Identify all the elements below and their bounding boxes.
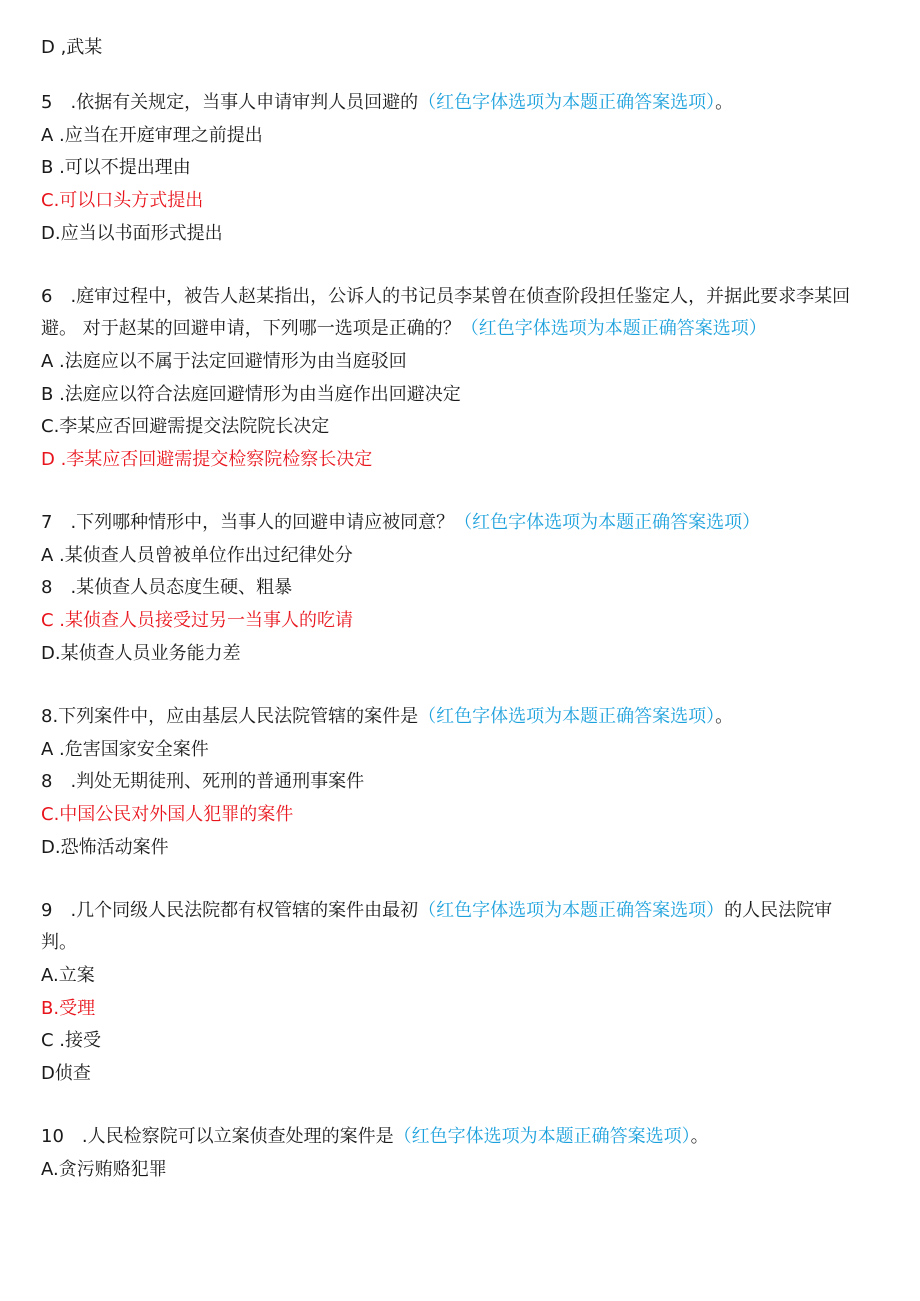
q8-option-d: D.恐怖活动案件: [41, 837, 169, 858]
q8-stem: [41, 705, 733, 729]
q6-option-a: A .法庭应以不属于法定回避情形为由当庭驳回: [41, 351, 407, 372]
q9-stem-text: 9 .几个同级人民法院都有权管辖的案件由最初: [41, 900, 419, 921]
q10-stem-tail: 。: [690, 1126, 709, 1147]
q4-option-d: D ,武某: [41, 37, 103, 58]
q9-stem-line2: 判。: [41, 932, 77, 953]
q6-hint: （红色字体选项为本题正确答案选项）: [460, 318, 767, 339]
q10-hint: （红色字体选项为本题正确答案选项）: [393, 1126, 691, 1147]
q8-option-a: A .危害国家安全案件: [41, 739, 209, 760]
q7-option-a: A .某侦查人员曾被单位作出过纪律处分: [41, 545, 353, 566]
q5-hint: （红色字体选项为本题正确答案选项）: [418, 92, 716, 113]
q5-option-a: A .应当在开庭审理之前提出: [41, 125, 263, 146]
q9-hint: （红色字体选项为本题正确答案选项）: [418, 900, 725, 921]
q8-option-b: 8 .判处无期徒刑、死刑的普通刑事案件: [41, 771, 365, 792]
q7-option-b: 8 .某侦查人员态度生硬、粗暴: [41, 577, 293, 598]
q10-option-a: A.贪污贿赂犯罪: [41, 1159, 167, 1180]
q9-option-d: D侦查: [41, 1063, 91, 1084]
q5-option-d: D.应当以书面形式提出: [41, 223, 223, 244]
q6-option-d-correct: D .李某应否回避需提交检察院检察长决定: [41, 449, 373, 470]
q5-stem-text: 5 .依据有关规定，当事人申请审判人员回避的: [41, 92, 419, 113]
q6-option-c: C.李某应否回避需提交法院院长决定: [41, 416, 330, 437]
q5-option-c-correct: C.可以口头方式提出: [41, 190, 204, 211]
q5-stem: [41, 91, 733, 115]
q9-option-c: C .接受: [41, 1030, 102, 1051]
q8-hint: （红色字体选项为本题正确答案选项）: [418, 706, 716, 727]
q9-option-b-correct: B.受理: [41, 998, 96, 1019]
q6-option-b: B .法庭应以符合法庭回避情形为由当庭作出回避决定: [41, 384, 461, 405]
q9-stem: [41, 899, 832, 923]
q9-stem-tail: 的人民法院审: [724, 900, 833, 921]
q5-stem-tail: 。: [715, 92, 734, 113]
q8-stem-tail: 。: [715, 706, 734, 727]
q6-stem-text: 避。 对于赵某的回避申请，下列哪一选项是正确的？: [41, 318, 461, 339]
q6-stem-line2: [41, 317, 767, 341]
q7-option-d: D.某侦查人员业务能力差: [41, 643, 241, 664]
q7-hint: （红色字体选项为本题正确答案选项）: [454, 512, 761, 533]
q6-stem-line1: 6 .庭审过程中，被告人赵某指出，公诉人的书记员李某曾在侦查阶段担任鉴定人，并据此要求李某回: [41, 286, 851, 307]
q7-stem: [41, 511, 760, 535]
q10-stem-text: 10 .人民检察院可以立案侦查处理的案件是: [41, 1126, 394, 1147]
q8-stem-text: 8.下列案件中，应由基层人民法院管辖的案件是: [41, 706, 419, 727]
q7-option-c-correct: C .某侦查人员接受过另一当事人的吃请: [41, 610, 354, 631]
q10-stem: [41, 1125, 709, 1149]
q5-option-b: B .可以不提出理由: [41, 157, 191, 178]
q8-option-c-correct: C.中国公民对外国人犯罪的案件: [41, 804, 294, 825]
q7-stem-text: 7 .下列哪种情形中，当事人的回避申请应被同意？: [41, 512, 455, 533]
q9-option-a: A.立案: [41, 965, 95, 986]
